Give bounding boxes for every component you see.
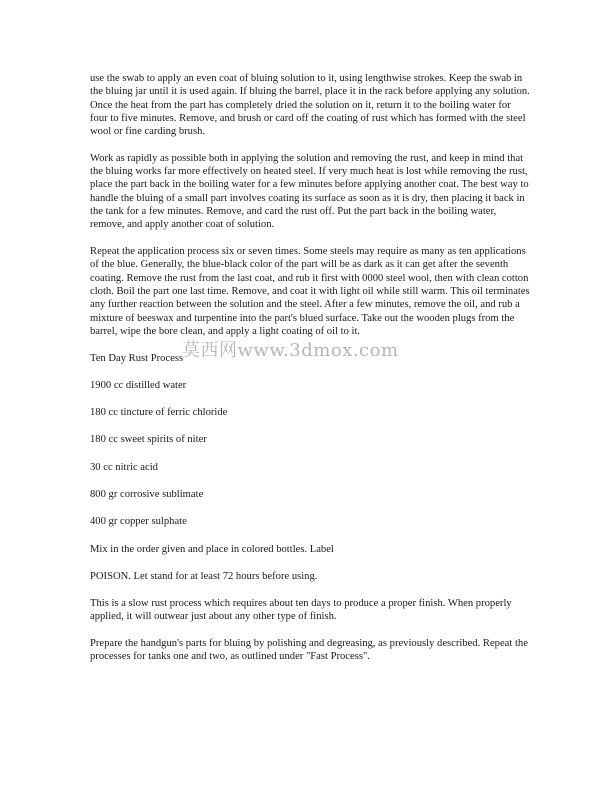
ingredient-line: 180 cc tincture of ferric chloride	[90, 407, 228, 419]
ingredient-line: 400 gr copper sulphate	[90, 516, 187, 528]
body-paragraph: use the swab to apply an even coat of bluing solution to it, using lengthwise strokes. Keep the swab in the bluing jar until it is used again. If bluing the barrel, place it in the rack before applying any solution. Once the heat from the part has completely dried the solution on it, return it to the boiling water for four to five minutes. Remove, and brush or card off the coating of rust which has formed with the steel wool or fine carding brush.	[90, 73, 530, 138]
body-paragraph: Repeat the application process six or seven times. Some steels may require as many as ten applications of the blue. Generally, the blue-black color of the part will be as dark as it can get after the seventh coating. Remove the rust from the last coat, and rub it first with 0000 steel wool, then with clean cotton cloth. Boil the part one last time. Remove, and coat it with light oil while still warm. This oil terminates any further reaction between the solution and the steel. After a few minutes, remove the oil, and rub a mixture of beeswax and turpentine into the part's blued surface. Take out the wooden plugs from the barrel, wipe the bore clean, and apply a light coating of oil to it.	[90, 246, 530, 337]
body-paragraph: This is a slow rust process which requires about ten days to produce a proper finish. When properly applied, it will outwear just about any other type of finish.	[90, 598, 512, 623]
instruction-line: POISON. Let stand for at least 72 hours before using.	[90, 570, 318, 582]
ingredient-line: 800 gr corrosive sublimate	[90, 489, 204, 500]
body-paragraph: Work as rapidly as possible both in applying the solution and removing the rust, and keep in mind that the bluing works far more effectively on heated steel. If very much heat is lost while removing the rust, place the part back in the boiling water for a few minutes before applying another coat. The best way to handle the bluing of a small part involves coating its surface as soon as it is dry, then placing it back in the tank for a few minutes. Remove, and card the rust off. Put the part back in the boiling water, remove, and apply another coat of solution.	[90, 152, 529, 231]
document-page	[90, 72, 530, 677]
body-paragraph: Prepare the handgun's parts for bluing by polishing and degreasing, as previously described. Repeat the processes for tanks one and two, as outlined under "Fast Process".	[90, 638, 528, 663]
ingredient-line: 30 cc nitric acid	[90, 461, 158, 473]
instruction-line: Mix in the order given and place in colored bottles. Label	[90, 543, 334, 555]
watermark: 莫西网www.3dmox.com	[182, 339, 399, 361]
section-heading: Ten Day Rust Process	[90, 352, 184, 364]
ingredient-line: 180 cc sweet spirits of niter	[90, 434, 207, 446]
ingredient-line: 1900 cc distilled water	[90, 379, 187, 391]
section-heading-line	[90, 339, 530, 365]
